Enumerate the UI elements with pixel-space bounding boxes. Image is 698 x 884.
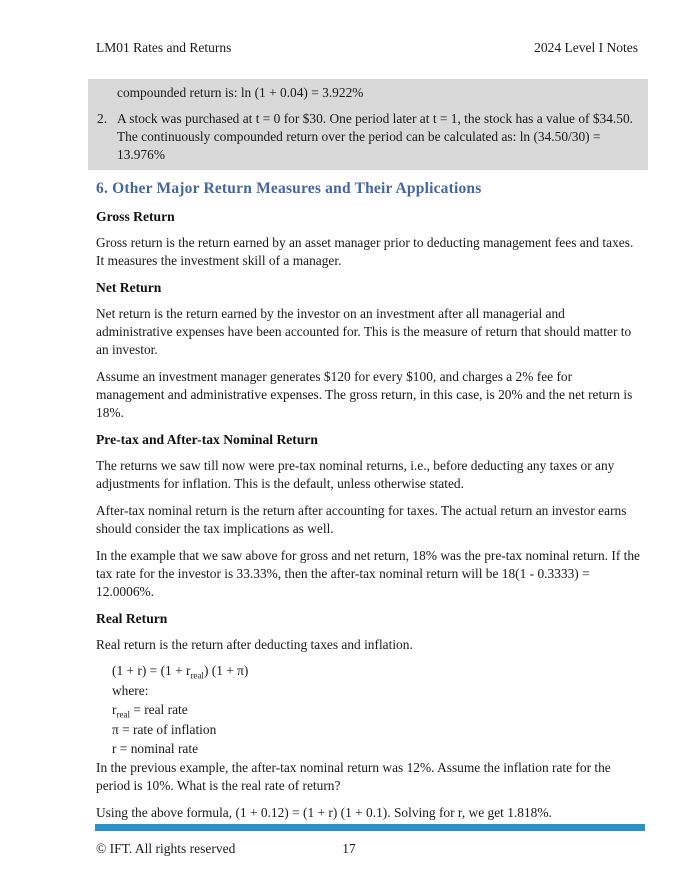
formula-def1-rest: = real rate xyxy=(129,702,188,717)
page-header xyxy=(0,0,698,56)
header-edition-label: 2024 Level I Notes xyxy=(534,40,638,55)
paragraph: After-tax nominal return is the return after accounting for taxes. The actual return an investor earns should consider the tax implications as well. xyxy=(96,503,627,536)
paragraph: Assume an investment manager generates $120 for every $100, and charges a 2% fee for management and administrative expenses. The gross return, in this case, is 20% and the net return is 18%. xyxy=(96,369,633,420)
formula-def1-base: r xyxy=(112,702,117,717)
paragraph: Net return is the return earned by the investor on an investment after all managerial and administrative expenses have been accounted for. This is the measure of return that should matter to an investor. xyxy=(96,306,632,357)
callout-list-item xyxy=(97,110,638,164)
paragraph: In the previous example, the after-tax nominal return was 12%. Assume the inflation rate for the period is 10%. What is the real rate of return? xyxy=(96,759,611,793)
subsection-title-net-return: Net Return xyxy=(96,280,162,295)
footer-rule xyxy=(95,824,645,831)
footer-copyright: © IFT. All rights reserved xyxy=(96,841,236,856)
formula-equation xyxy=(112,661,640,681)
paragraph: The returns we saw till now were pre-tax nominal returns, i.e., before deducting any taxes or any adjustments for inflation. This is the default, unless otherwise stated. xyxy=(96,458,615,491)
section-heading: 6. Other Major Return Measures and Their Applications xyxy=(96,180,482,197)
formula-def1-subscript: real xyxy=(116,709,130,720)
subsection-title-pretax-aftertax: Pre-tax and After-tax Nominal Return xyxy=(96,432,318,447)
page-number: 17 xyxy=(342,841,356,856)
formula-definition-inflation: π = rate of inflation xyxy=(112,721,217,737)
formula-equation-subscript: real xyxy=(190,670,204,681)
paragraph: Real return is the return after deducting taxes and inflation. xyxy=(96,637,413,652)
callout-continuation-line: compounded return is: ln (1 + 0.04) = 3.922% xyxy=(117,85,364,100)
formula-block xyxy=(112,661,640,759)
formula-equation-post: ) (1 + π) xyxy=(203,663,249,678)
list-item-text: A stock was purchased at t = 0 for $30. One period later at t = 1, the stock has a value of $34.50. The continuously compounded return over the period can be calculated as: ln (34.50/30) = 13.976% xyxy=(117,111,634,162)
formula-equation-pre: (1 + r) = (1 + r xyxy=(112,663,191,678)
subsection-title-real-return: Real Return xyxy=(96,611,168,626)
formula-definition-real-rate xyxy=(112,700,640,720)
paragraph: In the example that we saw above for gross and net return, 18% was the pre-tax nominal return. If the tax rate for the investor is 33.33%, then the after-tax nominal return will be 18(1 - 0.3333) = 12.0006%. xyxy=(96,548,640,599)
main-content xyxy=(0,179,698,822)
formula-definition-nominal: r = nominal rate xyxy=(112,741,199,756)
header-document-title: LM01 Rates and Returns xyxy=(96,40,232,55)
formula-where-label: where: xyxy=(112,682,149,698)
subsection-title-gross-return: Gross Return xyxy=(96,209,175,224)
paragraph: Gross return is the return earned by an asset manager prior to deducting management fees and taxes. It measures the investment skill of a manager. xyxy=(96,235,634,268)
paragraph: Using the above formula, (1 + 0.12) = (1 + r) (1 + 0.1). Solving for r, we get 1.818%. xyxy=(96,804,552,820)
example-callout xyxy=(88,79,648,170)
list-item-number: 2. xyxy=(97,111,108,126)
